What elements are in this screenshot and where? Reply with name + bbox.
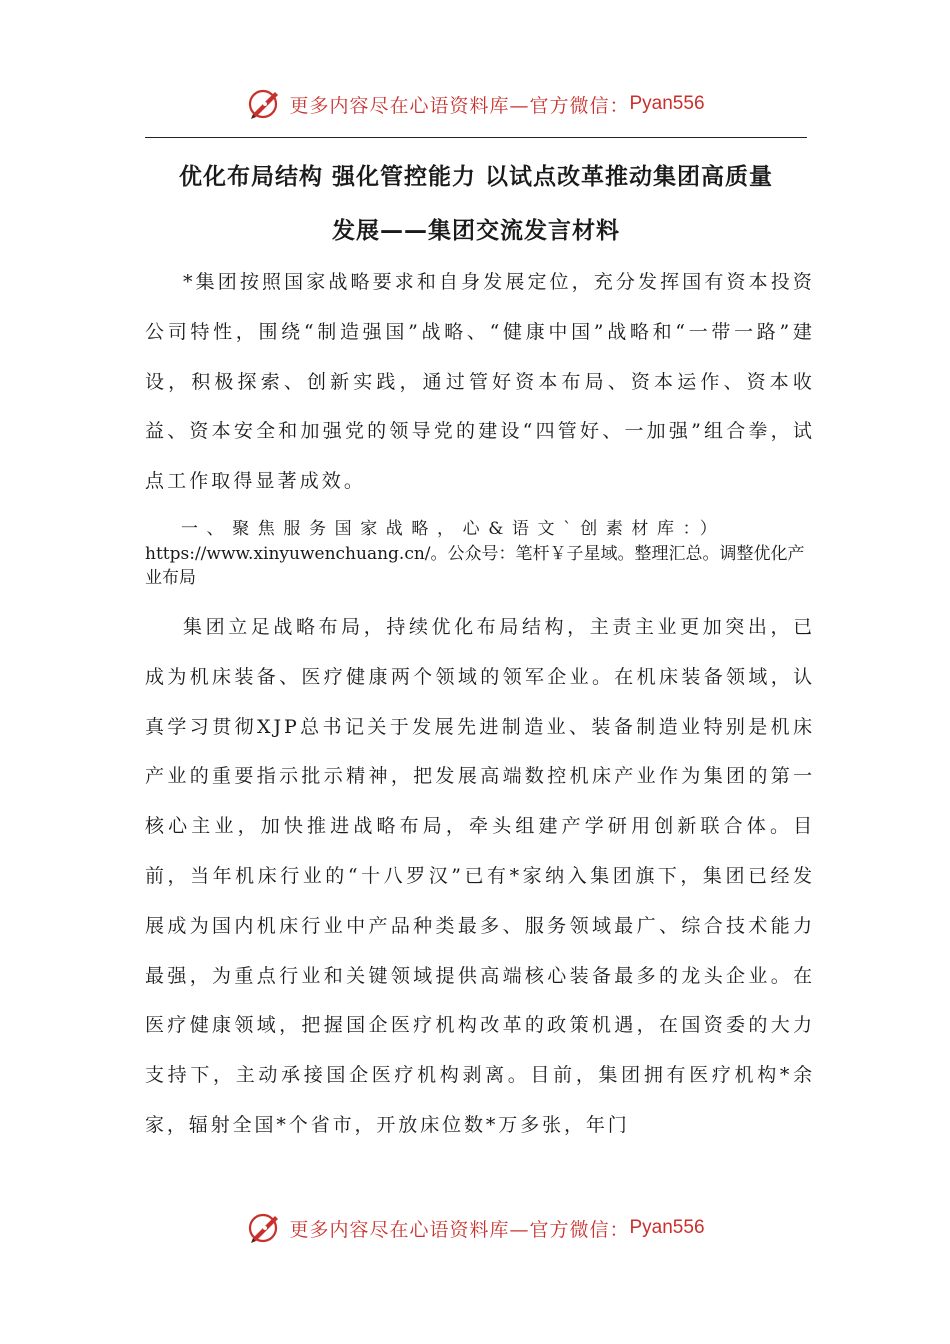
banner-wechat-handle: Pyan556 — [629, 1217, 705, 1238]
paragraph-intro: *集团按照国家战略要求和自身发展定位，充分发挥国有资本投资公司特性，围绕“制造强国”战略、“健康中国”战略和“一带一路”建设，积极探索、创新实践，通过管好资本布局、资本运作、资本收益、资本安全和加强党的领导党的建设“四管好、一加强”组合拳，试点工作取得显著成效。 — [145, 271, 815, 493]
pen-logo-icon — [245, 1208, 285, 1248]
title-line-2: 发展——集团交流发言材料 — [332, 218, 620, 244]
footer-banner — [0, 1208, 950, 1248]
banner-wechat-handle: Pyan556 — [629, 93, 705, 114]
section-heading-url: https://www.xinyuwenchuang.cn/。公众号：笔杆￥子星域。整理汇总。调整优化产业布局 — [145, 543, 805, 588]
section-heading-text: 一、聚焦服务国家战略，心&语文`创素材库：） — [181, 519, 726, 539]
pen-logo-icon — [245, 84, 285, 124]
paragraph-body: 集团立足战略布局，持续优化布局结构，主责主业更加突出，已成为机床装备、医疗健康两个领域的领军企业。在机床装备领域，认真学习贯彻XJP总书记关于发展先进制造业、装备制造业特别是机床产业的重要指示批示精神，把发展高端数控机床产业作为集团的第一核心主业，加快推进战略布局，牵头组建产学研用创新联合体。目前，当年机床行业的“十八罗汉”已有*家纳入集团旗下，集团已经发展成为国内机床行业中产品种类最多、服务领域最广、综合技术能力最强，为重点行业和关键领域提供高端核心装备最多的龙头企业。在医疗健康领域，把握国企医疗机构改革的政策机遇，在国资委的大力支持下，主动承接国企医疗机构剥离。目前，集团拥有医疗机构*余家，辐射全国*个省市，开放床位数*万多张，年门 — [145, 616, 815, 1136]
banner-text: 更多内容尽在心语资料库—官方微信： — [289, 94, 630, 117]
header-divider — [145, 137, 807, 138]
title-line-1: 优化布局结构 强化管控能力 以试点改革推动集团高质量 — [178, 164, 773, 190]
document-title — [145, 150, 807, 258]
header-banner — [0, 84, 950, 124]
banner-text: 更多内容尽在心语资料库—官方微信： — [289, 1218, 630, 1241]
section-heading — [145, 517, 809, 591]
